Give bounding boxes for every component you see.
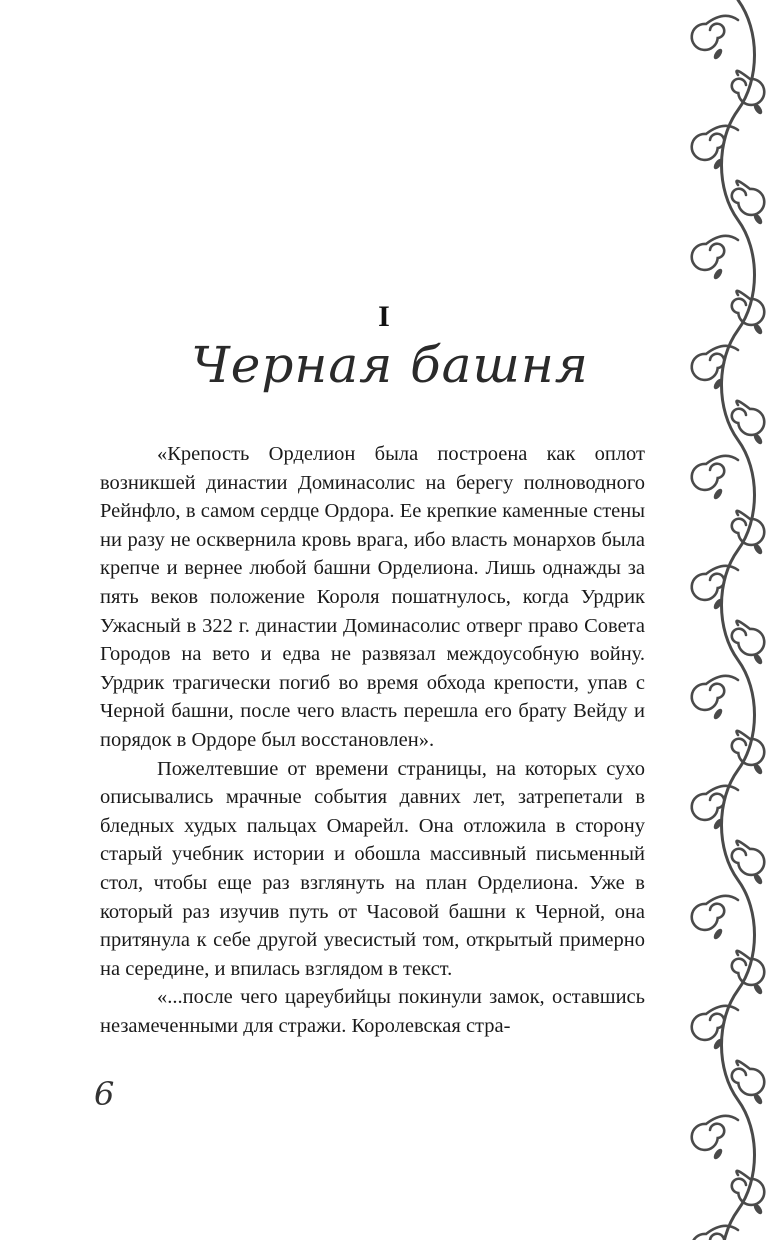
page-number: 6 [94, 1075, 115, 1113]
ornament-curl [692, 16, 738, 50]
ornament-leaf [712, 927, 724, 940]
ornament-curl [692, 566, 738, 600]
ornament-curl [732, 1061, 765, 1095]
ornament-leaf [712, 487, 724, 500]
ornament-curl [692, 896, 738, 930]
ornament-curl [732, 621, 765, 655]
ornament-curl [692, 1226, 738, 1240]
paragraph: «Крепость Орделион была построена как оплот возникшей династии Доминасолис на берегу полноводного Рейнфло, в самом сердце Ордора. Ее крепкие каменные стены ни разу не осквернила кровь врага, ибо власть монархов была крепче и вернее любой башни Орделиона. Лишь однажды за пять веков положение Короля пошатнулось, когда Урдрик Ужасный в 322 г. династии Доминасолис отверг право Совета Городов на вето и едва не развязал междоусобную войну. Урдрик трагически погиб во время обхода крепости, упав с Черной башни, после чего власть перешла его брату Вейду и порядок в Ордоре был восстановлен». [100, 443, 645, 751]
ornament-curl [692, 126, 738, 160]
ornament-curl [692, 1116, 738, 1150]
ornament-curl [692, 236, 738, 270]
ornament-curl [732, 401, 765, 435]
decorative-border-ornament [658, 0, 768, 1240]
ornament-curl [692, 676, 738, 710]
paragraph: «...после чего цареубийцы покинули замок, оставшись незамеченными для стражи. Королевская стра- [100, 986, 645, 1037]
body-text [100, 440, 645, 1040]
ornament-curl [732, 841, 765, 875]
ornament-curl [692, 346, 738, 380]
ornament-curl [692, 456, 738, 490]
ornament-leaf [712, 1147, 724, 1160]
chapter-title: Черная башня [191, 336, 589, 394]
ornament-leaf [712, 267, 724, 280]
ornament-curl [692, 786, 738, 820]
chapter-number: I [378, 300, 390, 333]
ornament-curl [692, 1006, 738, 1040]
ornament-curl [732, 181, 765, 215]
ornament-leaf [712, 47, 724, 60]
ornament-leaf [712, 707, 724, 720]
paragraph: Пожелтевшие от времени страницы, на которых сухо описывались мрачные события давних лет, затрепетали в бледных худых пальцах Омарейл. Она отложила в сторону старый учебник истории и обошла массивный письменный стол, чтобы еще раз взглянуть на план Орделиона. Уже в который раз изучив путь от Часовой башни к Черной, она притянула к себе другой увесистый том, открытый примерно на середине, и впилась взглядом в текст. [100, 757, 645, 980]
